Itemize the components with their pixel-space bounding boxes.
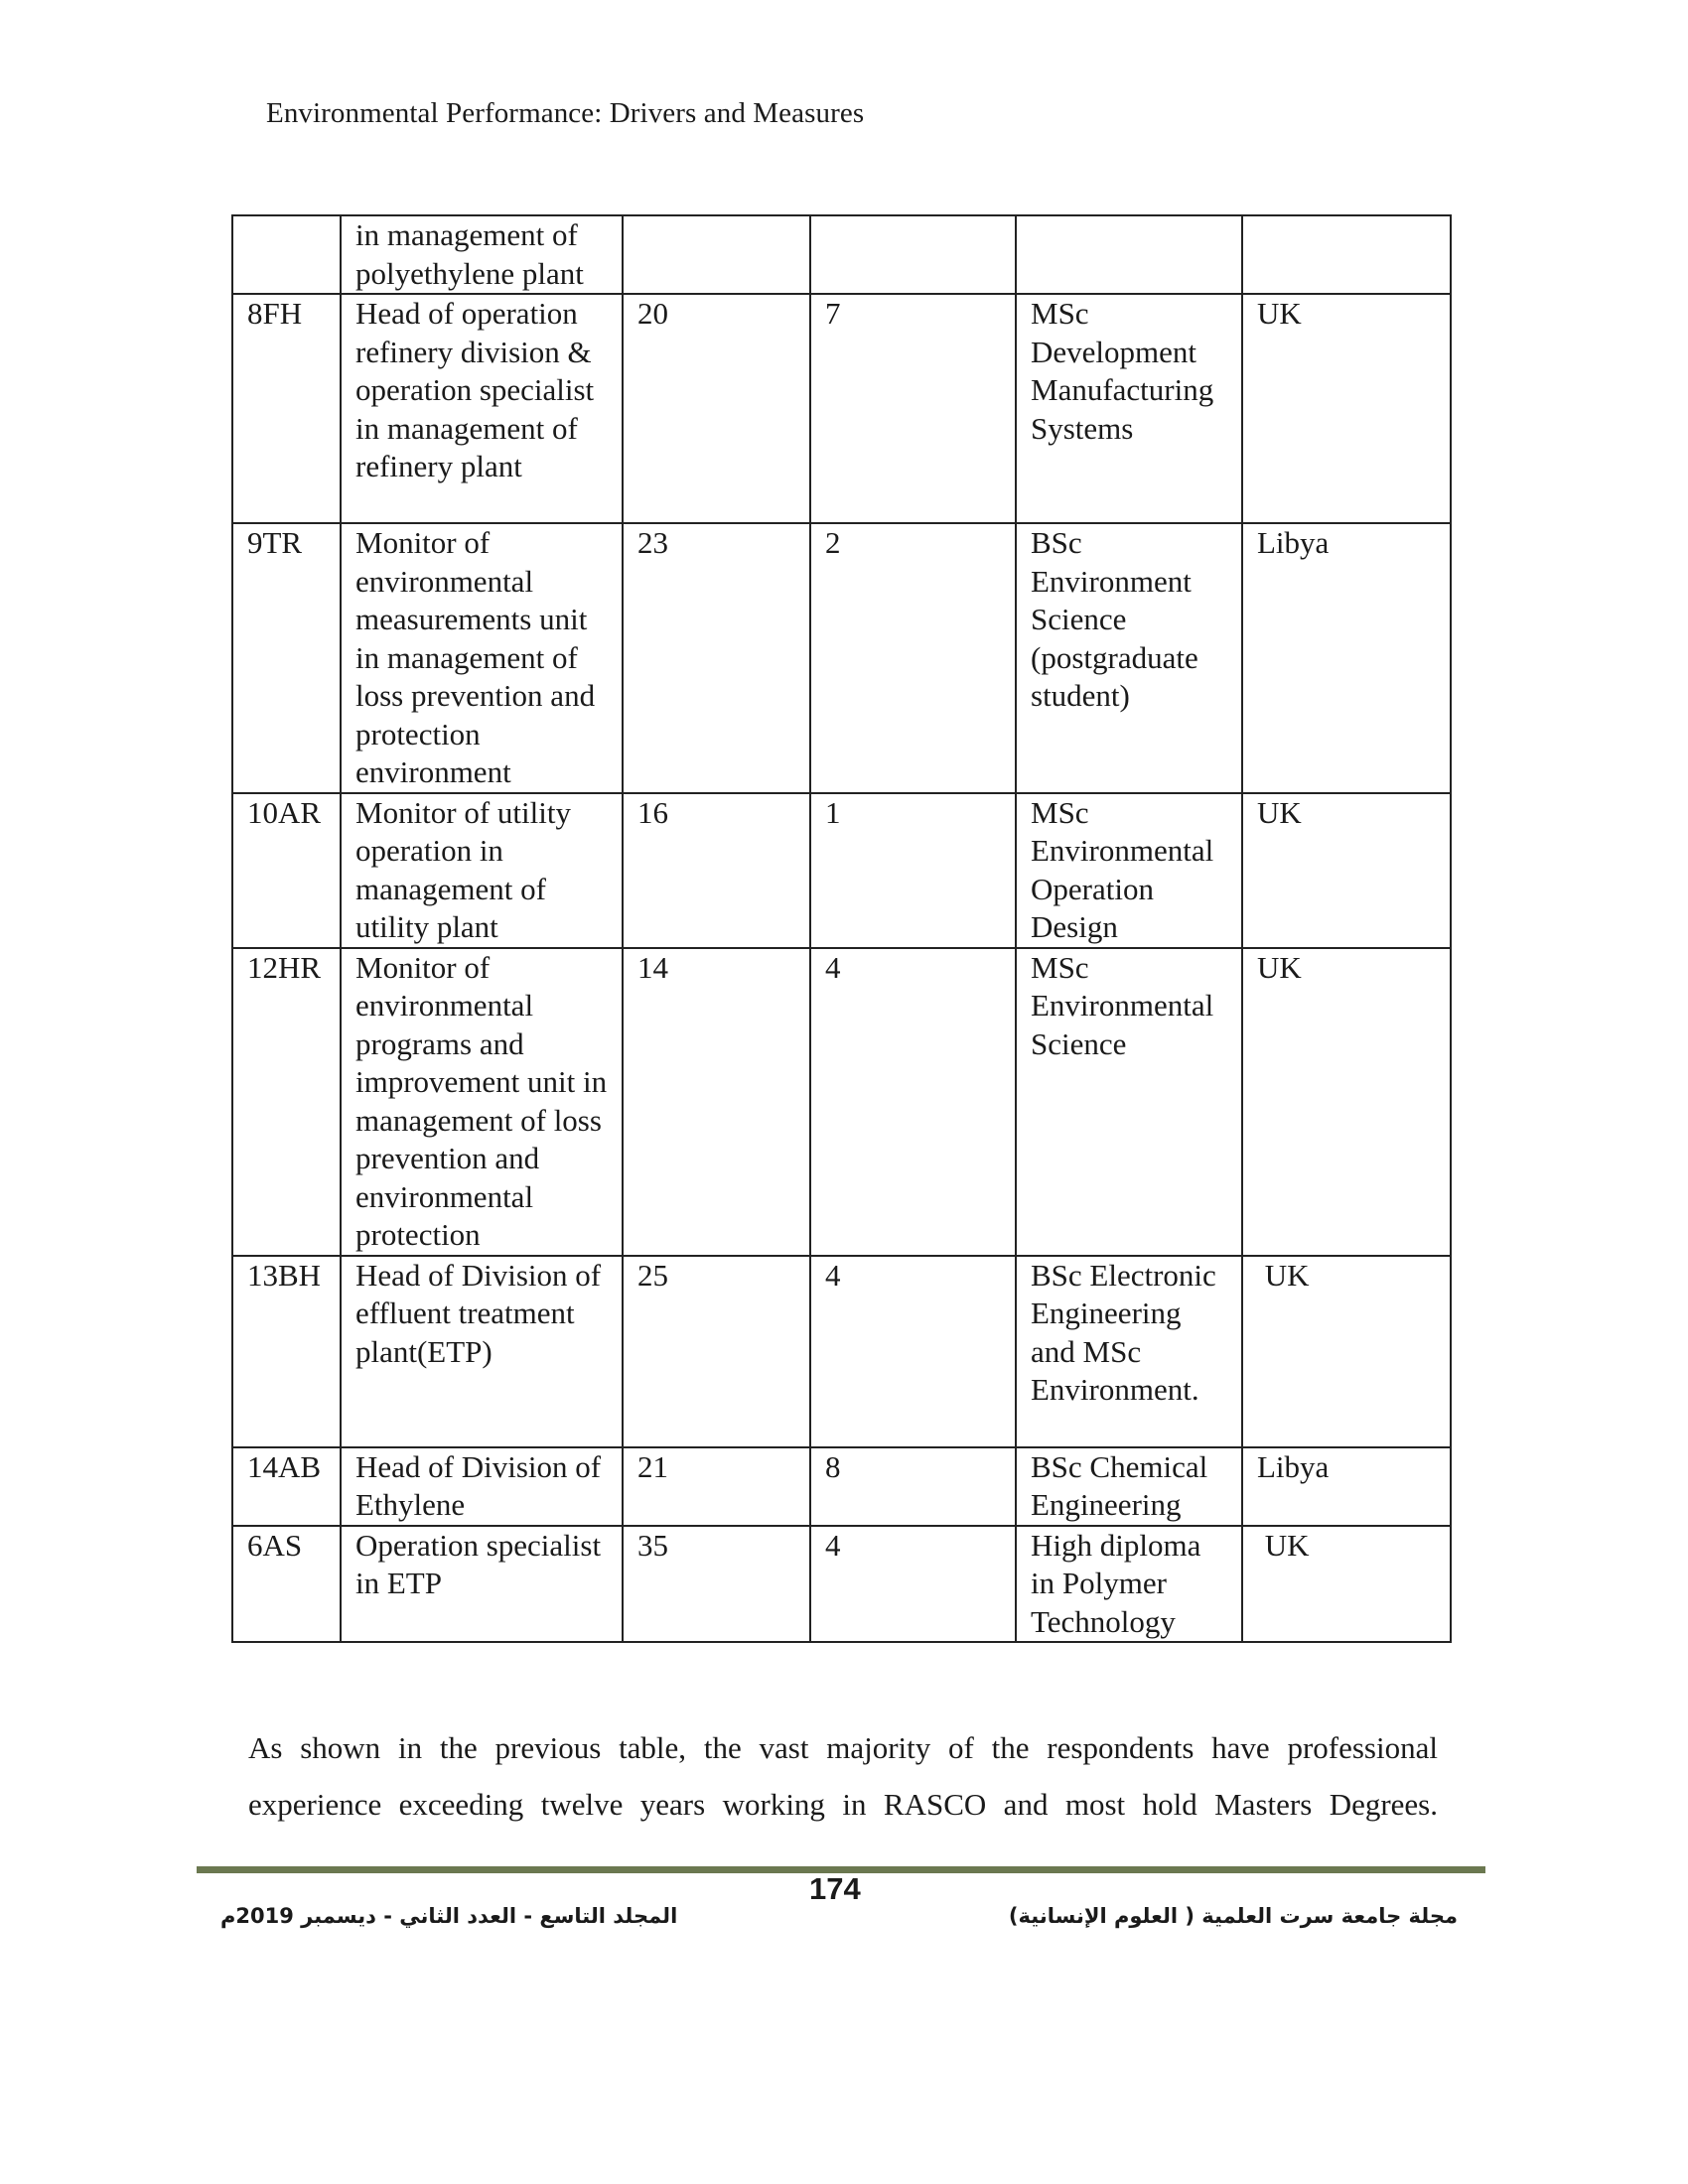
table-cell-qualification: BSc Chemical Engineering — [1016, 1447, 1242, 1526]
body-paragraph — [248, 1719, 1438, 1833]
table-cell-value: 4 — [810, 948, 1016, 1256]
page-number: 174 — [809, 1871, 861, 1906]
table-cell-code: 6AS — [232, 1526, 341, 1643]
table-cell-value: 20 — [623, 294, 810, 523]
table-cell-position: Head of Division of Ethylene — [341, 1447, 623, 1526]
paragraph-text: As shown in the previous table, the vast majority of the respondents have professional experience exceeding twelve years working in RASCO and most hold Masters Degrees. — [248, 1730, 1438, 1822]
table-cell-qualification — [1016, 215, 1242, 294]
table-row — [232, 215, 1451, 294]
table-cell-position: Head of Division of effluent treatment plant(ETP) — [341, 1256, 623, 1447]
table-cell-position: Operation specialist in ETP — [341, 1526, 623, 1643]
table-cell-code: 14AB — [232, 1447, 341, 1526]
issue-info: المجلد التاسع - العدد الثاني - ديسمبر 2019م — [220, 1904, 678, 1928]
table-cell-country: Libya — [1242, 1447, 1451, 1526]
table-cell-qualification: MSc Environmental Operation Design — [1016, 793, 1242, 948]
table-cell-position: Monitor of environmental measurements unit in management of loss prevention and protection environment — [341, 523, 623, 793]
table-row — [232, 1256, 1451, 1447]
table-cell-value — [623, 215, 810, 294]
table-cell-code: 12HR — [232, 948, 341, 1256]
table-cell-qualification: BSc Electronic Engineering and MSc Environment. — [1016, 1256, 1242, 1447]
table-cell-country: UK — [1242, 948, 1451, 1256]
table-row — [232, 793, 1451, 948]
respondents-table — [231, 214, 1452, 1643]
table-row — [232, 948, 1451, 1256]
table-cell-code: 10AR — [232, 793, 341, 948]
table-cell-value — [810, 215, 1016, 294]
running-header: Environmental Performance: Drivers and Measures — [266, 97, 865, 129]
table-row — [232, 523, 1451, 793]
table-cell-position: Monitor of environmental programs and improvement unit in management of loss prevention and environmental protection — [341, 948, 623, 1256]
table-cell-qualification: BSc Environment Science (postgraduate student) — [1016, 523, 1242, 793]
table-cell-country: UK — [1242, 1526, 1451, 1643]
table-cell-code: 8FH — [232, 294, 341, 523]
table-cell-position: Monitor of utility operation in management of utility plant — [341, 793, 623, 948]
table-cell-value: 23 — [623, 523, 810, 793]
table-cell-code — [232, 215, 341, 294]
table-cell-value: 21 — [623, 1447, 810, 1526]
table-cell-value: 25 — [623, 1256, 810, 1447]
table-cell-country: UK — [1242, 294, 1451, 523]
table-cell-qualification: MSc Environmental Science — [1016, 948, 1242, 1256]
table-cell-value: 4 — [810, 1256, 1016, 1447]
table-cell-qualification: High diploma in Polymer Technology — [1016, 1526, 1242, 1643]
table-row — [232, 1447, 1451, 1526]
table-cell-value: 35 — [623, 1526, 810, 1643]
table-cell-value: 8 — [810, 1447, 1016, 1526]
table-cell-value: 7 — [810, 294, 1016, 523]
table-cell-country: UK — [1242, 1256, 1451, 1447]
table-cell-value: 16 — [623, 793, 810, 948]
table-cell-value: 14 — [623, 948, 810, 1256]
table-cell-qualification: MSc Development Manufacturing Systems — [1016, 294, 1242, 523]
table-cell-value: 4 — [810, 1526, 1016, 1643]
table-cell-country — [1242, 215, 1451, 294]
table-cell-position: in management of polyethylene plant — [341, 215, 623, 294]
table-cell-position: Head of operation refinery division & operation specialist in management of refinery plant — [341, 294, 623, 523]
table-cell-value: 1 — [810, 793, 1016, 948]
table-row — [232, 1526, 1451, 1643]
table-row — [232, 294, 1451, 523]
table-cell-country: Libya — [1242, 523, 1451, 793]
journal-name: مجلة جامعة سرت العلمية ( العلوم الإنسانية) — [1008, 1904, 1458, 1928]
table-cell-country: UK — [1242, 793, 1451, 948]
table-cell-code: 9TR — [232, 523, 341, 793]
table-cell-value: 2 — [810, 523, 1016, 793]
table-cell-code: 13BH — [232, 1256, 341, 1447]
